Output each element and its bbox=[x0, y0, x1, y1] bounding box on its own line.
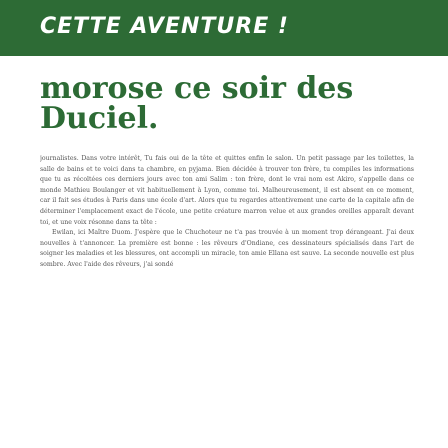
banner-title: CETTE AVENTURE ! bbox=[40, 14, 289, 39]
body-paragraph: Ewilan, ici Maître Duom. J'espère que le Chuchoteur ne t'a pas trouvée à un moment trop dérangeant. J'ai deux nouvelles à t'annoncer. La première est bonne : les rêveurs d'Ondiane, ces dessinateurs spécialisés dans l'art de soigner les maladies et les blessures, ont accompli un miracle, ton amie Ellana est sauve. La seconde nouvelle est plus sombre. Avec l'aide des rêveurs, j'ai sondé bbox=[40, 229, 414, 268]
body-text bbox=[40, 154, 414, 448]
section-heading: morose ce soir des Duciel. bbox=[40, 71, 354, 136]
title-banner bbox=[0, 0, 448, 56]
body-paragraph: journalistes. Dans votre intérêt, Tu fais oui de la tête et quittes enfin le salon. Un petit passage par les toilettes, la salle de bains et te voici dans ta chambre, en pyjama. Bien décidée à trouver ton frère, tu compiles les informations que tu as récoltées ces derniers jours avec ton ami Salim : ton frère, dont le vrai nom est Akiro, s'appelle dans ce monde Mathieu Boulanger et vit habituellement à Lyon, comme toi. Malheureusement, il est absent en ce moment, car il fait ses études à Paris dans une école d'art. Alors que tu regardes attentivement une carte de la capitale afin de déterminer l'emplacement exact de l'école, une petite créature marron velue et aux grandes oreilles apparaît devant toi, et une voix résonne dans ta tête : bbox=[40, 155, 414, 226]
